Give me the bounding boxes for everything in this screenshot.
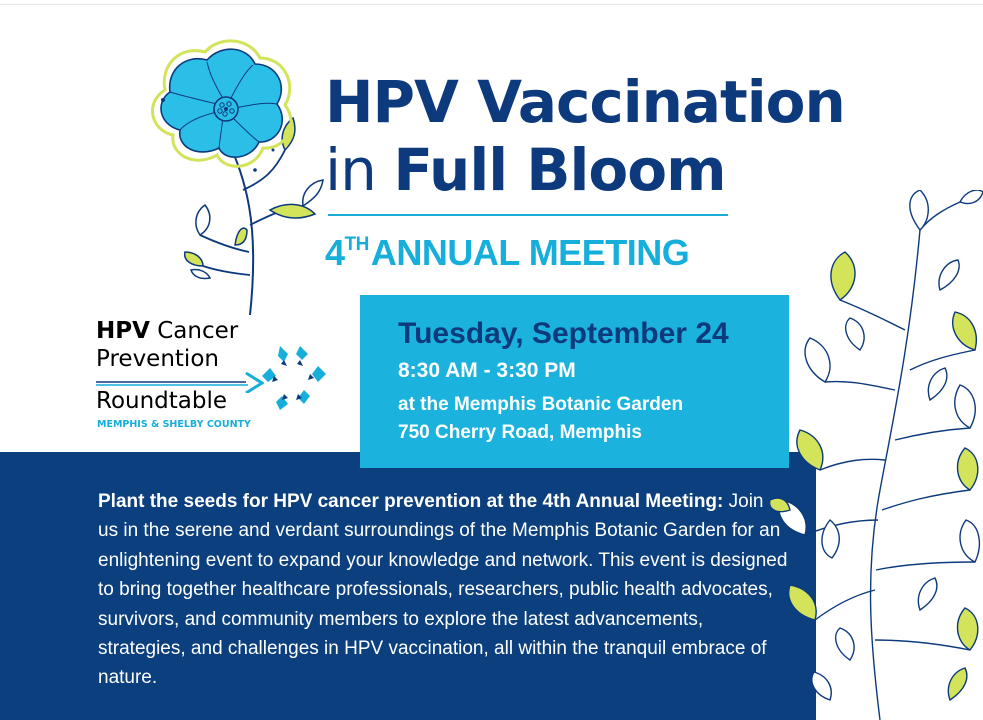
annual-meeting-heading <box>325 232 689 274</box>
title-emphasis: Full Bloom <box>393 136 726 204</box>
title-line-1: HPV Vaccination <box>325 68 845 136</box>
logo-line-1 <box>96 318 238 344</box>
meeting-label: ANNUAL MEETING <box>370 232 690 273</box>
logo-line-3: Roundtable <box>96 388 228 414</box>
leafy-branch-icon <box>770 190 983 720</box>
event-date: Tuesday, September 24 <box>398 317 729 350</box>
snowflake-arrows-icon <box>254 340 334 420</box>
title-line-2 <box>325 136 726 204</box>
logo-line-2: Prevention <box>96 346 219 372</box>
description-text <box>98 487 788 693</box>
event-venue: at the Memphis Botanic Garden <box>398 394 684 415</box>
title-divider <box>328 214 728 216</box>
logo-cancer: Cancer <box>157 318 239 344</box>
logo-line-4: MEMPHIS & SHELBY COUNTY <box>97 419 251 430</box>
top-rule <box>0 4 983 5</box>
event-details-box <box>360 295 789 468</box>
meeting-ordinal-number: 4 <box>325 232 345 273</box>
roundtable-logo <box>96 318 346 434</box>
meeting-ordinal-suffix: TH <box>344 234 369 255</box>
logo-hpv: HPV <box>96 318 150 344</box>
description-body: Join us in the serene and verdant surroundings of the Memphis Botanic Garden for an enlightening event to expand your knowledge and network. This event is designed to bring together healthcare professionals, researchers, public health advocates, survivors, and community members to explore the latest advancements, strategies, and challenges in HPV vaccination, all within the tranquil embrace of nature. <box>98 491 788 689</box>
title-prefix: in <box>325 136 376 204</box>
event-time: 8:30 AM - 3:30 PM <box>398 359 576 382</box>
event-address: 750 Cherry Road, Memphis <box>398 422 642 443</box>
description-lead: Plant the seeds for HPV cancer prevention at the 4th Annual Meeting: <box>98 491 724 512</box>
blue-flower-icon <box>125 30 335 315</box>
